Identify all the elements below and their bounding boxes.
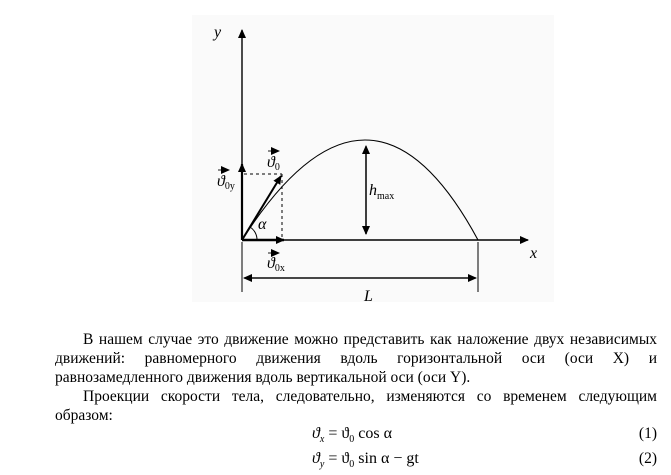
L-label: L bbox=[364, 288, 373, 305]
v0-label: ϑ0 bbox=[267, 154, 280, 173]
v0x-label: ϑ0x bbox=[267, 255, 285, 274]
figure-background bbox=[192, 15, 554, 302]
equation-2-number: (2) bbox=[638, 450, 657, 467]
equation-1: $ϑ_x = ϑ_0$ cos α bbox=[312, 425, 392, 446]
hmax-label: $h_{max}$ bbox=[369, 182, 395, 202]
x-axis-label: x bbox=[530, 245, 538, 262]
y-axis-label: y bbox=[214, 24, 222, 41]
paragraph-2: Проекции скорости тела, следовательно, изменяются со временем следующим образом: bbox=[55, 388, 657, 424]
equation-2: $ϑ_y = ϑ_0$ sin α − gt bbox=[312, 450, 419, 471]
paragraph-1: В нашем случае это движение можно представить как наложение двух независимых движений: равномерного движения вдоль горизонтальной оси (оси X) и равнозамедленного движения вдоль вертикальной оси (оси Y). bbox=[55, 331, 657, 386]
v0y-label: ϑ0y bbox=[217, 173, 235, 192]
equation-1-number: (1) bbox=[638, 425, 657, 442]
alpha-label: α bbox=[258, 216, 267, 233]
